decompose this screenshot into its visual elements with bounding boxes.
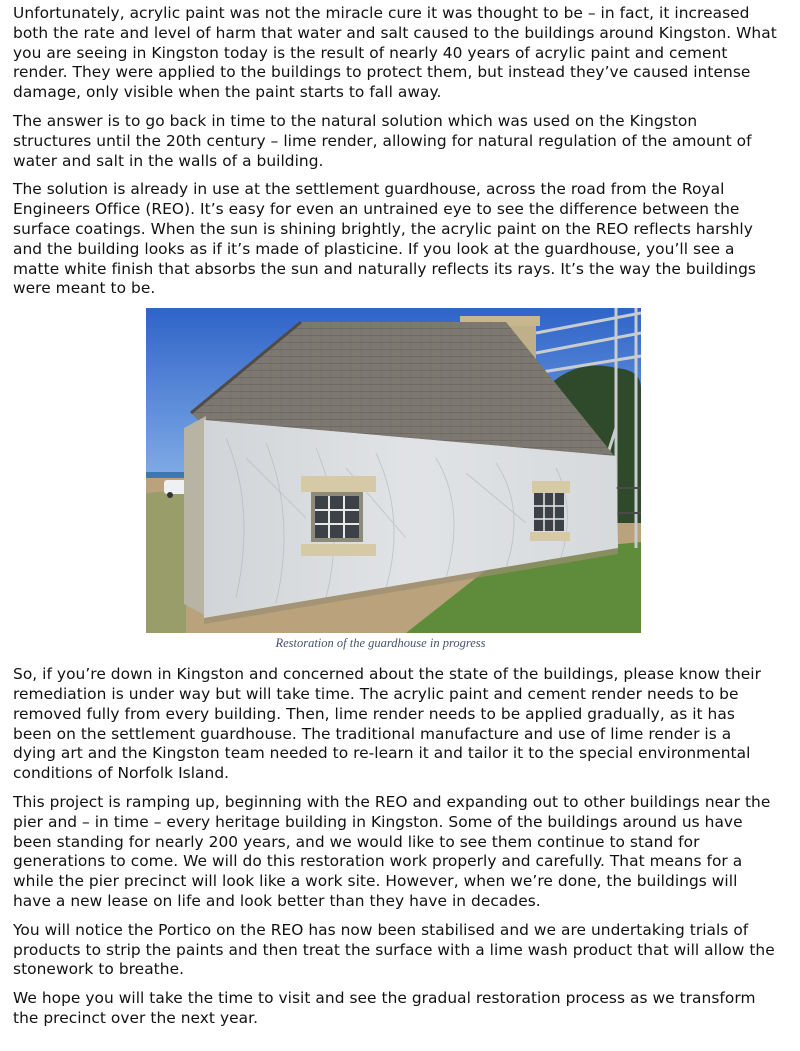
paragraph-acrylic-paint: Unfortunately, acrylic paint was not the miracle cure it was thought to be – in fact, it increased both the rate and level of harm that water and salt caused to the buildings around Kingston. What you are seeing in Kingston today is the result of nearly 40 years of acrylic paint and cement render. They were applied to the buildings to protect them, but instead they’ve caused intense damage, only visible when the paint starts to fall away. xyxy=(13,4,777,102)
paragraph-portico: You will notice the Portico on the REO has now been stabilised and we are undertaking trials of products to strip the paints and then treat the surface with a lime wash product that will allow the stonework to breathe. xyxy=(13,920,775,979)
paragraph-visit: We hope you will take the time to visit and see the gradual restoration process as we transform the precinct over the next year. xyxy=(13,989,756,1027)
paragraph-project-ramping: This project is ramping up, beginning with the REO and expanding out to other buildings near the pier and – in time – every heritage building in Kingston. Some of the buildings around us have been standing for nearly 200 years, and we would like to see them continue to stand for generations to come. We will do this restoration work properly and carefully. That means for a while the pier precinct will look like a work site. However, when we’re done, the buildings will have a new lease on life and look better than they have in decades. xyxy=(13,792,771,910)
paragraph-lime-render: The answer is to go back in time to the natural solution which was used on the Kingston structures until the 20th century – lime render, allowing for natural regulation of the amount of water and salt in the walls of a building. xyxy=(13,111,752,170)
guardhouse-photo xyxy=(146,308,641,633)
article-body xyxy=(13,4,778,1038)
figure-caption: Restoration of the guardhouse in progress xyxy=(275,636,486,651)
guardhouse-figure xyxy=(13,308,778,651)
paragraph-remediation: So, if you’re down in Kingston and concerned about the state of the buildings, please know their remediation is under way but will take time. The acrylic paint and cement render needs to be removed fully from every building. Then, lime render needs to be applied gradually, as it has been on the settlement guardhouse. The traditional manufacture and use of lime render is a dying art and the Kingston team needed to re-learn it and tailor it to the special environmental conditions of Norfolk Island. xyxy=(13,665,761,783)
paragraph-guardhouse-solution: The solution is already in use at the settlement guardhouse, across the road from the Royal Engineers Office (REO). It’s easy for even an untrained eye to see the difference between the surface coatings. When the sun is shining brightly, the acrylic paint on the REO reflects harshly and the building looks as if it’s made of plasticine. If you look at the guardhouse, you’ll see a matte white finish that absorbs the sun and naturally reflects its rays. It’s the way the buildings were meant to be. xyxy=(13,180,756,298)
